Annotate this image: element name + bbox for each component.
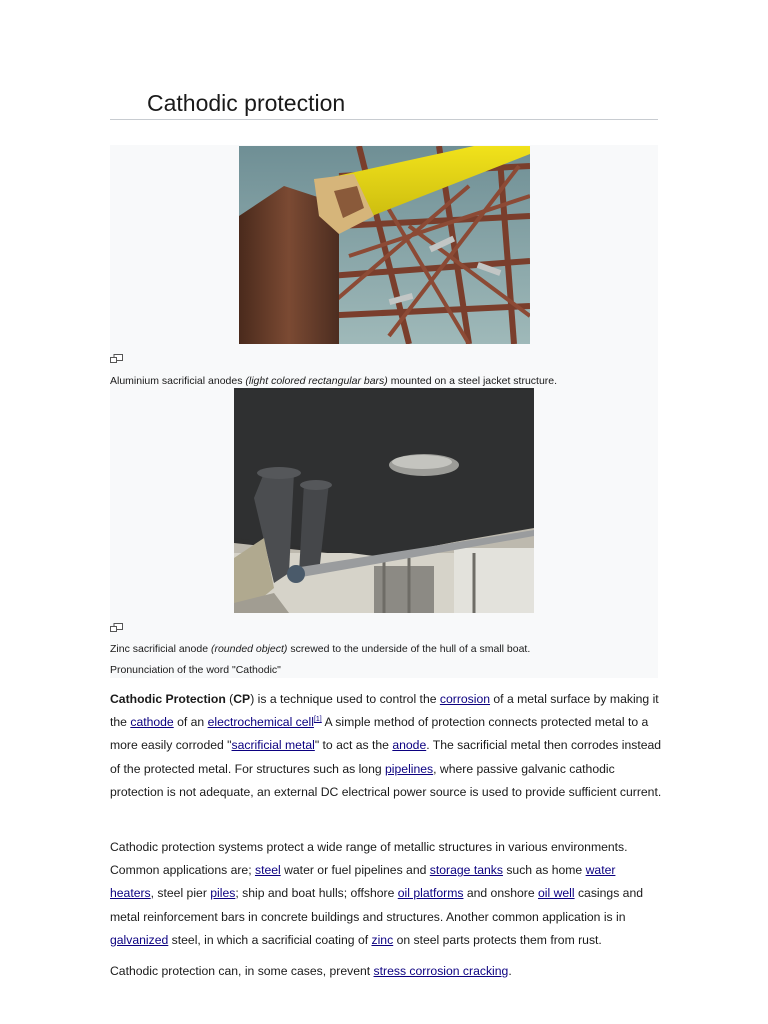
link-galvanized[interactable]: galvanized (110, 932, 169, 947)
link-steel[interactable]: steel (254, 863, 281, 878)
stress-corrosion-paragraph: Cathodic protection can, in some cases, prevent stress corrosion cracking. (110, 964, 512, 978)
link-electrochemical-cell[interactable]: electrochemical cell (207, 715, 314, 730)
enlarge-icon[interactable] (110, 354, 123, 364)
link-storage-tanks[interactable]: storage tanks (429, 863, 503, 878)
figure-caption-2: Zinc sacrificial anode (rounded object) screwed to the underside of the hull of a small boat. (110, 643, 531, 655)
photo-steel-jacket-anodes[interactable] (239, 146, 530, 344)
link-oil-platforms[interactable]: oil platforms (397, 886, 464, 901)
page-title: Cathodic protection (147, 90, 346, 116)
reference-1[interactable]: [1] (313, 716, 322, 724)
photo-zinc-anode-hull[interactable] (234, 388, 534, 613)
link-stress-corrosion-cracking[interactable]: stress corrosion cracking (373, 964, 509, 978)
term-bold: Cathodic Protection (110, 692, 226, 706)
link-corrosion[interactable]: corrosion (439, 692, 491, 706)
enlarge-icon[interactable] (110, 623, 123, 633)
link-cathode[interactable]: cathode (130, 715, 174, 730)
intro-paragraph: Cathodic Protection (CP) is a technique used to control the corrosion of a metal surface by making it the cathode of an electrochemical cell[1] A simple method of protection connects protected metal to a more easily corroded "sacrificial metal" to act as the anode. The sacrificial metal then corrodes instead of the protected metal. For structures such as long pipelines, where passive galvanic cathodic protection is not adequate, an external DC electrical power source is used to provide sufficient current. (110, 692, 662, 799)
abbr-bold: CP (233, 692, 251, 706)
link-pipelines[interactable]: pipelines (385, 761, 434, 776)
link-anode[interactable]: anode (392, 738, 427, 753)
link-oil-well[interactable]: oil well (538, 886, 575, 901)
figure-caption-1: Aluminium sacrificial anodes (light colored rectangular bars) mounted on a steel jacket structure. (110, 375, 558, 387)
applications-paragraph: Cathodic protection systems protect a wide range of metallic structures in various environments. Common applications are; steel water or fuel pipelines and storage tanks such as home water heaters, steel pier piles; ship and boat hulls; offshore oil platforms and onshore oil well casings and metal reinforcement bars in concrete buildings and structures. Another common application is in galvanized steel, in which a sacrificial coating of zinc on steel parts protects them from rust. (110, 840, 644, 947)
title-divider (110, 119, 658, 120)
link-piles[interactable]: piles (210, 886, 236, 901)
link-water-heaters[interactable]: water heaters (110, 863, 616, 901)
pronunciation-label[interactable]: Pronunciation of the word "Cathodic" (110, 664, 281, 676)
link-sacrificial-metal[interactable]: sacrificial metal (231, 738, 315, 753)
link-zinc[interactable]: zinc (371, 932, 394, 947)
